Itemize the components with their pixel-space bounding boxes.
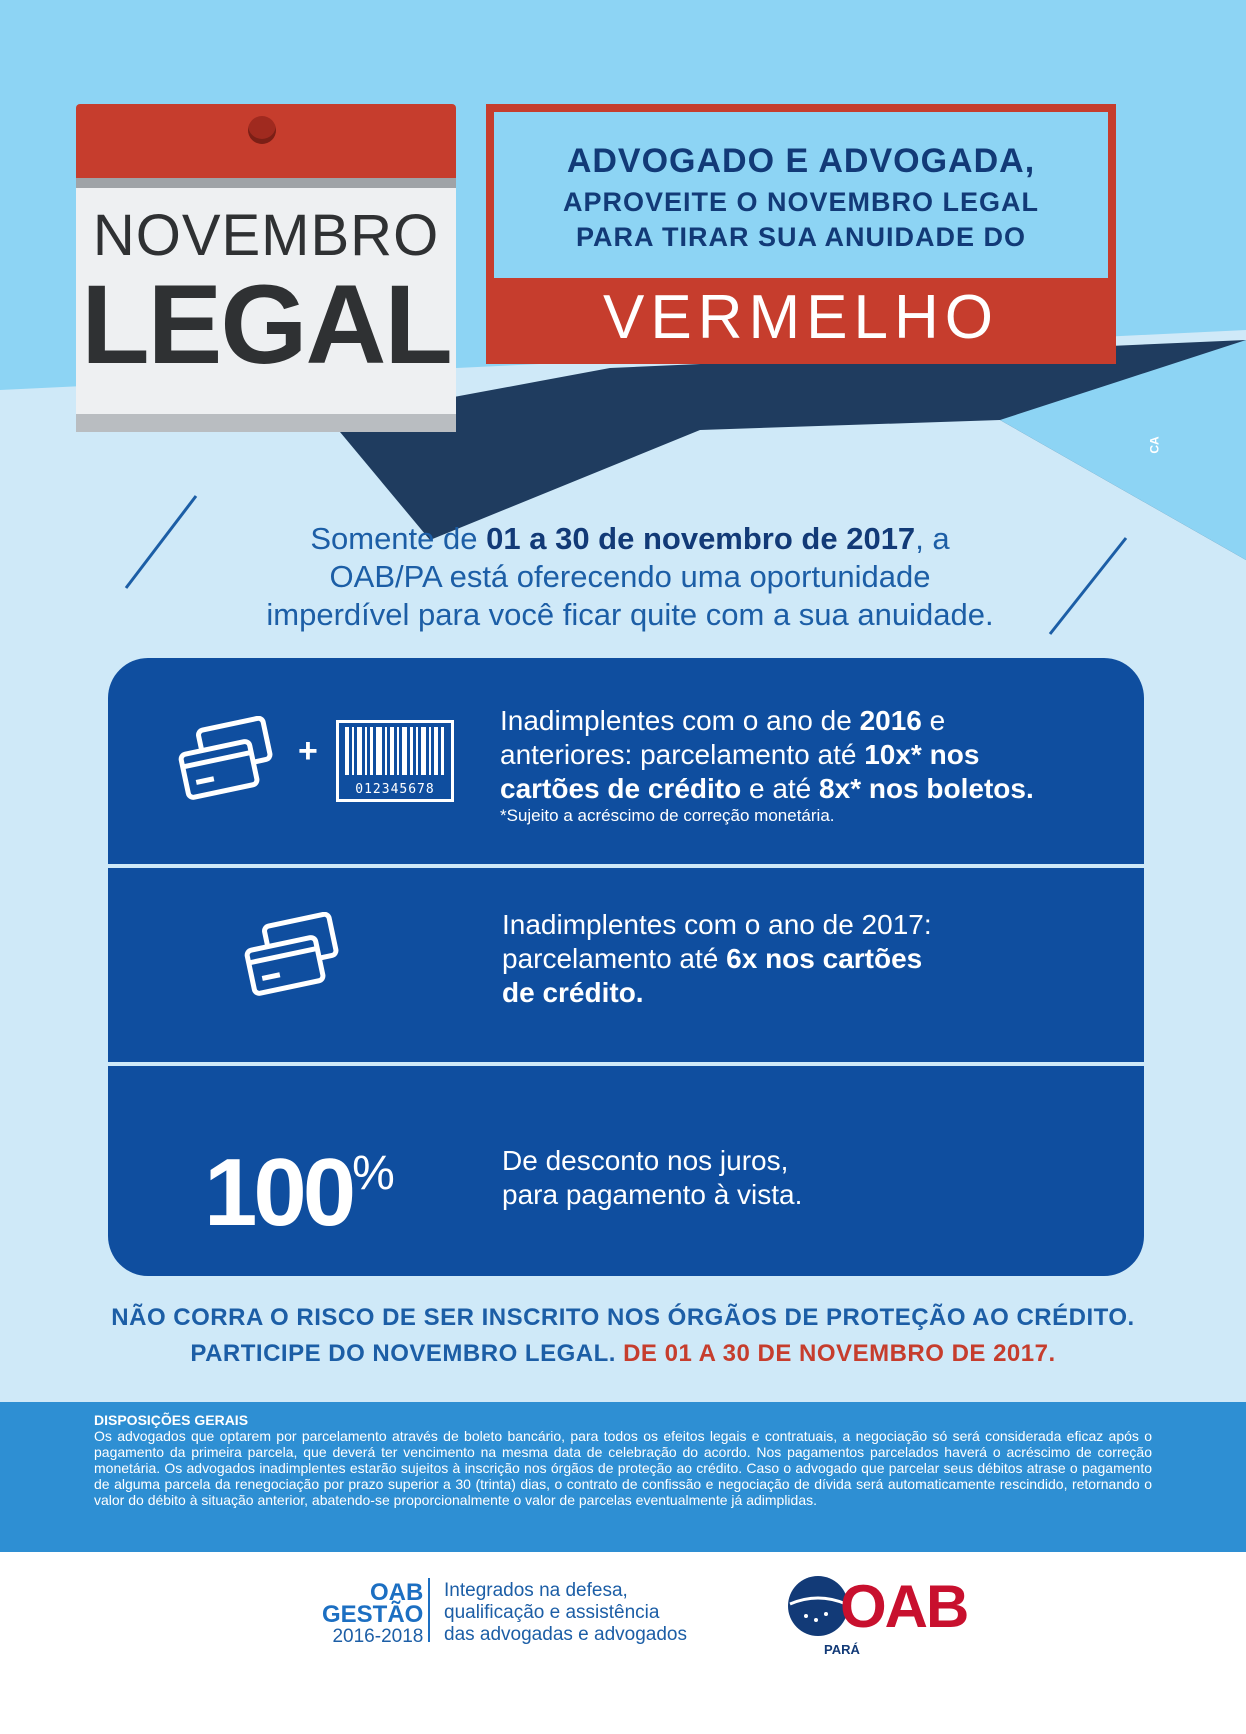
tagline-line3: das advogadas e advogados <box>444 1624 687 1645</box>
plus-icon: + <box>298 732 318 770</box>
offer-2016-line1-a: Inadimplentes com o ano de <box>500 705 860 736</box>
footer-divider <box>428 1578 430 1642</box>
offer-2017-text <box>502 908 932 1010</box>
footer-tagline <box>444 1580 687 1646</box>
offer-2017-cards: de crédito. <box>502 977 644 1008</box>
gestao-logo-years: 2016-2018 <box>332 1626 424 1647</box>
offer-2017-installments: 6x nos cartões <box>726 943 923 974</box>
headline-inner <box>494 112 1108 278</box>
calendar-title-line2: LEGAL <box>81 262 451 387</box>
discount-percent: % <box>352 1147 395 1200</box>
intro-line1-start: Somente de <box>310 521 487 556</box>
gestao-logo-line2: GESTÃO <box>322 1601 424 1628</box>
cta-line2 <box>0 1336 1246 1372</box>
offer-2016-boletos: 8x* nos boletos. <box>819 773 1034 804</box>
oab-logo-state: PARÁ <box>824 1642 860 1657</box>
offer-2017-line2 <box>502 942 932 976</box>
offer-2017-line1: Inadimplentes com o ano de 2017: <box>502 909 932 940</box>
call-to-action <box>0 1300 1246 1372</box>
offer-row-2016 <box>108 658 1144 864</box>
offer-row-2017 <box>108 868 1144 1062</box>
credit-cards-icon <box>170 716 280 802</box>
barcode-bars <box>339 727 451 777</box>
offer-2016-line1 <box>500 704 1034 738</box>
calendar-pin-icon <box>248 116 276 144</box>
headline-line3: PARA TIRAR SUA ANUIDADE DO <box>576 222 1026 252</box>
decor-line-right <box>1050 538 1126 634</box>
cta-line2-a: PARTICIPE DO NOVEMBRO LEGAL. <box>190 1340 624 1367</box>
intro-line3: imperdível para você ficar quite com a sua anuidade. <box>266 597 994 632</box>
offer-2016-installments: 10x* nos <box>864 739 980 770</box>
gestao-logo-line1: OAB <box>370 1579 424 1606</box>
discount-value <box>204 1138 395 1248</box>
calendar-stripe <box>76 178 456 188</box>
calendar-base <box>76 414 456 432</box>
discount-number: 100 <box>204 1139 353 1246</box>
cta-line2-dates: DE 01 A 30 DE NOVEMBRO DE 2017. <box>623 1340 1056 1367</box>
offer-2016-year: 2016 <box>859 705 922 736</box>
general-provisions-text: Os advogados que optarem por parcelamento através de boleto bancário, para todos os efeitos legais e contratuais, a negociação só será considerada eficaz após o pagamento da primeira parcela, que deverá ter vencimento na mesma data de celebração do acordo. Nos pagamentos parcelados haverá o acréscimo de correção monetária. Os advogados inadimplentes estarão sujeitos à inscrição nos órgãos de proteção ao crédito. Caso o advogado que parcelar seus débitos atrase o pagamento de alguma parcela da renegociação por prazo superior a 30 (trinta) dias, o contrato de confissão e negociação de dívida será automaticamente rescindido, retornando o valor do débito à situação anterior, abatendo-se proporcionalmente o valor de parcelas eventualmente já adimplidas. <box>94 1428 1152 1508</box>
headline-line2: APROVEITE O NOVEMBRO LEGAL <box>562 187 1040 217</box>
barcode-icon <box>336 720 454 802</box>
decor-line-left <box>126 496 196 588</box>
offer-2016-line3 <box>500 772 1034 806</box>
offer-2016-line1-b: e <box>921 705 946 736</box>
offer-2017-line3 <box>502 976 932 1010</box>
intro-text <box>200 520 1060 634</box>
offer-2016-text <box>500 704 1034 826</box>
general-provisions-title: DISPOSIÇÕES GERAIS <box>94 1412 249 1428</box>
general-provisions <box>0 1402 1246 1552</box>
footer <box>0 1552 1246 1734</box>
offer-2016-cards: cartões de crédito <box>500 773 742 804</box>
tagline-line2: qualificação e assistência <box>444 1602 660 1623</box>
oab-logo-text: OAB <box>840 1573 968 1640</box>
offer-2017-line2-a: parcelamento até <box>502 943 727 974</box>
headline-highlight: VERMELHO <box>603 283 999 352</box>
calendar-header <box>76 104 456 178</box>
discount-line1: De desconto nos juros, <box>502 1145 789 1176</box>
intro-line1-end: , a <box>915 521 950 556</box>
intro-line1 <box>200 520 1060 558</box>
calendar-graphic <box>76 104 456 432</box>
intro-line2: OAB/PA está oferecendo uma oportunidade <box>329 559 931 594</box>
offer-2016-line2 <box>500 738 1034 772</box>
side-label: CA <box>1147 436 1162 454</box>
offer-2016-line2-a: anteriores: parcelamento até <box>500 739 865 770</box>
offers-panel <box>108 658 1144 1276</box>
calendar-body <box>76 188 456 414</box>
discount-line2: para pagamento à vista. <box>502 1179 803 1210</box>
calendar-title-line1: NOVEMBRO <box>92 203 440 268</box>
offer-2016-note: *Sujeito a acréscimo de correção monetária. <box>500 806 835 825</box>
headline-line1: ADVOGADO E ADVOGADA, <box>566 142 1036 180</box>
cta-line1: NÃO CORRA O RISCO DE SER INSCRITO NOS ÓRGÃOS DE PROTEÇÃO AO CRÉDITO. <box>111 1304 1135 1331</box>
offer-2016-line3-a: e até <box>741 773 820 804</box>
barcode-number: 012345678 <box>355 782 435 797</box>
tagline-line1: Integrados na defesa, <box>444 1580 628 1601</box>
discount-text <box>502 1144 802 1212</box>
intro-dates: 01 a 30 de novembro de 2017 <box>486 521 916 556</box>
offer-row-discount <box>108 1066 1144 1276</box>
credit-cards-icon <box>236 912 346 998</box>
oab-gestao-logo <box>322 1579 424 1648</box>
headline-box <box>486 104 1116 364</box>
